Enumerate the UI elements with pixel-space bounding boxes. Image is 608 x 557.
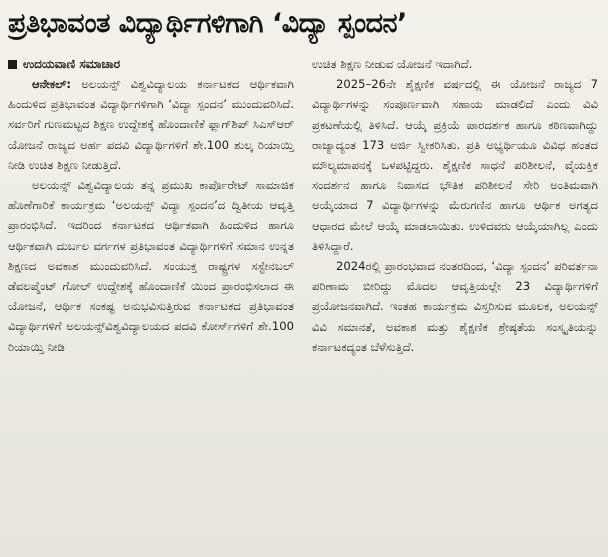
- left-column: [8, 54, 294, 357]
- dateline: ಆನೇಕಲ್:: [32, 77, 72, 91]
- paragraph: [8, 74, 294, 175]
- paragraph: ಉಚಿತ ಶಿಕ್ಷಣ ನೀಡುವ ಯೋಜನೆ ಇದಾಗಿದೆ.: [312, 57, 473, 71]
- byline: [8, 54, 294, 74]
- paragraph: ಅಲಯನ್ಸ್ ವಿಶ್ವವಿದ್ಯಾಲಯ ತನ್ನ ಪ್ರಮುಖ ಕಾರ್ಪೊರೇಟ್ ಸಾಮಾಜಿಕ ಹೊಣೆಗಾರಿಕೆ ಕಾರ್ಯಕ್ರಮ ‘ಅಲಯನ್ಸ್ ವಿದ್ಯಾ ಸ್ಪಂದನ’ದ ದ್ವಿತೀಯ ಆವೃತ್ತಿ ಪ್ರಾರಂಭಿಸಿದೆ. ಇದರಿಂದ ಕರ್ನಾಟಕದ ಆರ್ಥಿಕವಾಗಿ ಹಿಂದುಳಿದ ಹಾಗೂ ಆರ್ಥಿಕವಾಗಿ ದುರ್ಬಲ ವರ್ಗಗಳ ಪ್ರತಿಭಾವಂತ ವಿದ್ಯಾರ್ಥಿಗಳಿಗೆ ಸಮಾನ ಉನ್ನತ ಶಿಕ್ಷಣದ ಅವಕಾಶ ಮುಂದುವರಿಸಿದೆ. ಸಂಯುಕ್ತ ರಾಷ್ಟ್ರಗಳ ಸಸ್ಟೇನಬಲ್ ಡೆವಲಪ್ಮೆಂಟ್ ಗೋಲ್ ಉದ್ದೇಶಕ್ಕೆ ಹೊಂದಾಣಿಕೆ ಯಿಂದ ಪ್ರಾರಂಭಿಸಲಾದ ಈ ಯೋಜನೆ, ಆರ್ಥಿಕ ಸಂಕಷ್ಟ ಅನುಭವಿಸುತ್ತಿರುವ ಕರ್ನಾಟಕದ ಪ್ರತಿಭಾವಂತ ವಿದ್ಯಾರ್ಥಿಗಳಿಗೆ ಅಲಯನ್ಸ್‌ವಿಶ್ವವಿದ್ಯಾಲಯದ ಪದವಿ ಕೋರ್ಸ್‌ಗಳಿಗೆ ಶೇ.100 ರಿಯಾಯ್ತಿ ನೀಡಿ: [8, 178, 294, 354]
- byline-text: ಉದಯವಾಣಿ ಸಮಾಚಾರ: [23, 57, 121, 71]
- paragraph: 2024ರಲ್ಲಿ ಪ್ರಾರಂಭವಾದ ನಂತರದಿಂದ, ‘ವಿದ್ಯಾ ಸ್ಪಂದನ’ ಪರಿವರ್ತನಾ ಪರಿಣಾಮ ಬೀರಿದ್ದು ಮೊದಲ ಆವೃತ್ತಿಯಲ್ಲೇ 23 ವಿದ್ಯಾರ್ಥಿಗಳಿಗೆ ಪ್ರಯೋಜನವಾಗಿದೆ. ಇಂತಹ ಕಾರ್ಯಕ್ರಮ ವಿಸ್ತರಿಸುವ ಮೂಲಕ, ಅಲಯನ್ಸ್ ವಿವಿ ಸಮಾನತೆ, ಅವಕಾಶ ಮತ್ತು ಶೈಕ್ಷಣಿಕ ಶ್ರೇಷ್ಠತೆಯ ಸಂಸ್ಕೃತಿಯನ್ನು ಕರ್ನಾಟಕದ್ಯಂತ ಬೆಳೆಸುತ್ತಿದೆ.: [312, 259, 598, 354]
- paragraph-text: ಅಲಯನ್ಸ್ ವಿಶ್ವವಿದ್ಯಾಲಯ ಕರ್ನಾಟಕದ ಆರ್ಥಿಕವಾಗಿ ಹಿಂದುಳಿದ ಪ್ರತಿಭಾವಂತ ವಿದ್ಯಾರ್ಥಿಗಳಿಗಾಗಿ ‘ವಿದ್ಯಾ ಸ್ಪಂದನ’ ಮುಂದುವರಿಸಿದೆ. ಸರ್ವರಿಗೆ ಗುಣಮಟ್ಟದ ಶಿಕ್ಷಣ ಉದ್ದೇಶಕ್ಕೆ ಹೊಂದಾಣಿಕೆ ಫ್ಲಾಗ್‌ಶಿಪ್ ಸಿಎಸ್‌ಆರ್ ಯೋಜನೆ ರಾಜ್ಯದ ಅರ್ಹ ಪದವಿ ವಿದ್ಯಾರ್ಥಿಗಳಿಗೆ ಶೇ.100 ಶುಲ್ಕ ರಿಯಾಯ್ತಿ ನೀಡಿ ಉಚಿತ ಶಿಕ್ಷಣ ನೀಡುತ್ತಿದೆ.: [8, 77, 294, 172]
- square-bullet-icon: [8, 60, 17, 69]
- paragraph: 2025–26ನೇ ಶೈಕ್ಷಣಿಕ ವರ್ಷದಲ್ಲಿ ಈ ಯೋಜನೆ ರಾಜ್ಯದ 7 ವಿದ್ಯಾರ್ಥಿಗಳನ್ನು ಸಂಪೂರ್ಣವಾಗಿ ಸಹಾಯ ಮಾಡಲಿದೆ ಎಂದು ವಿವಿ ಪ್ರಕಟಣೆಯಲ್ಲಿ ತಿಳಿಸಿದೆ. ಆಯ್ಕೆ ಪ್ರಕ್ರಿಯೆ ಪಾರದರ್ಶಕ ಹಾಗೂ ಕಠಿಣವಾಗಿದ್ದು ರಾಜ್ಯಾದ್ಯಂತ 173 ಅರ್ಜಿ ಸ್ವೀಕರಿಸಿತು. ಪ್ರತಿ ಅಭ್ಯರ್ಥಿಯೂ ವಿವಿಧ ಹಂತದ ಮೌಲ್ಯಮಾಪನಕ್ಕೆ ಒಳಪಟ್ಟಿದ್ದರು. ಶೈಕ್ಷಣಿಕ ಸಾಧನೆ ಪರಿಶೀಲನೆ, ವೈಯಕ್ತಿಕ ಸಂದರ್ಶನ ಹಾಗೂ ನಿವಾಸದ ಭೌತಿಕ ಪರಿಶೀಲನೆ ಸೇರಿ ಅಂತಿಮವಾಗಿ ಅಯ್ಕೆಯಾದ 7 ವಿದ್ಯಾರ್ಥಿಗಳನ್ನು ಮೆರುಗಣಿನ ಹಾಗೂ ಆರ್ಥಿಕ ಅಗತ್ಯದ ಆಧಾರದ ಮೇಲೆ ಆಯ್ಕೆ ಮಾಡಲಾಯಿತು. ಉಳಿದವರು ಆಯ್ಕೆಯಾಗಿಲ್ಲ ಎಂದು ತಿಳಿಸಿದ್ದಾರೆ.: [312, 77, 598, 253]
- right-column: [312, 54, 598, 357]
- article-headline: ಪ್ರತಿಭಾವಂತ ವಿದ್ಯಾರ್ಥಿಗಳಿಗಾಗಿ ‘ವಿದ್ಯಾ ಸ್ಪಂದನ’: [8, 8, 407, 39]
- article-body: [8, 54, 600, 357]
